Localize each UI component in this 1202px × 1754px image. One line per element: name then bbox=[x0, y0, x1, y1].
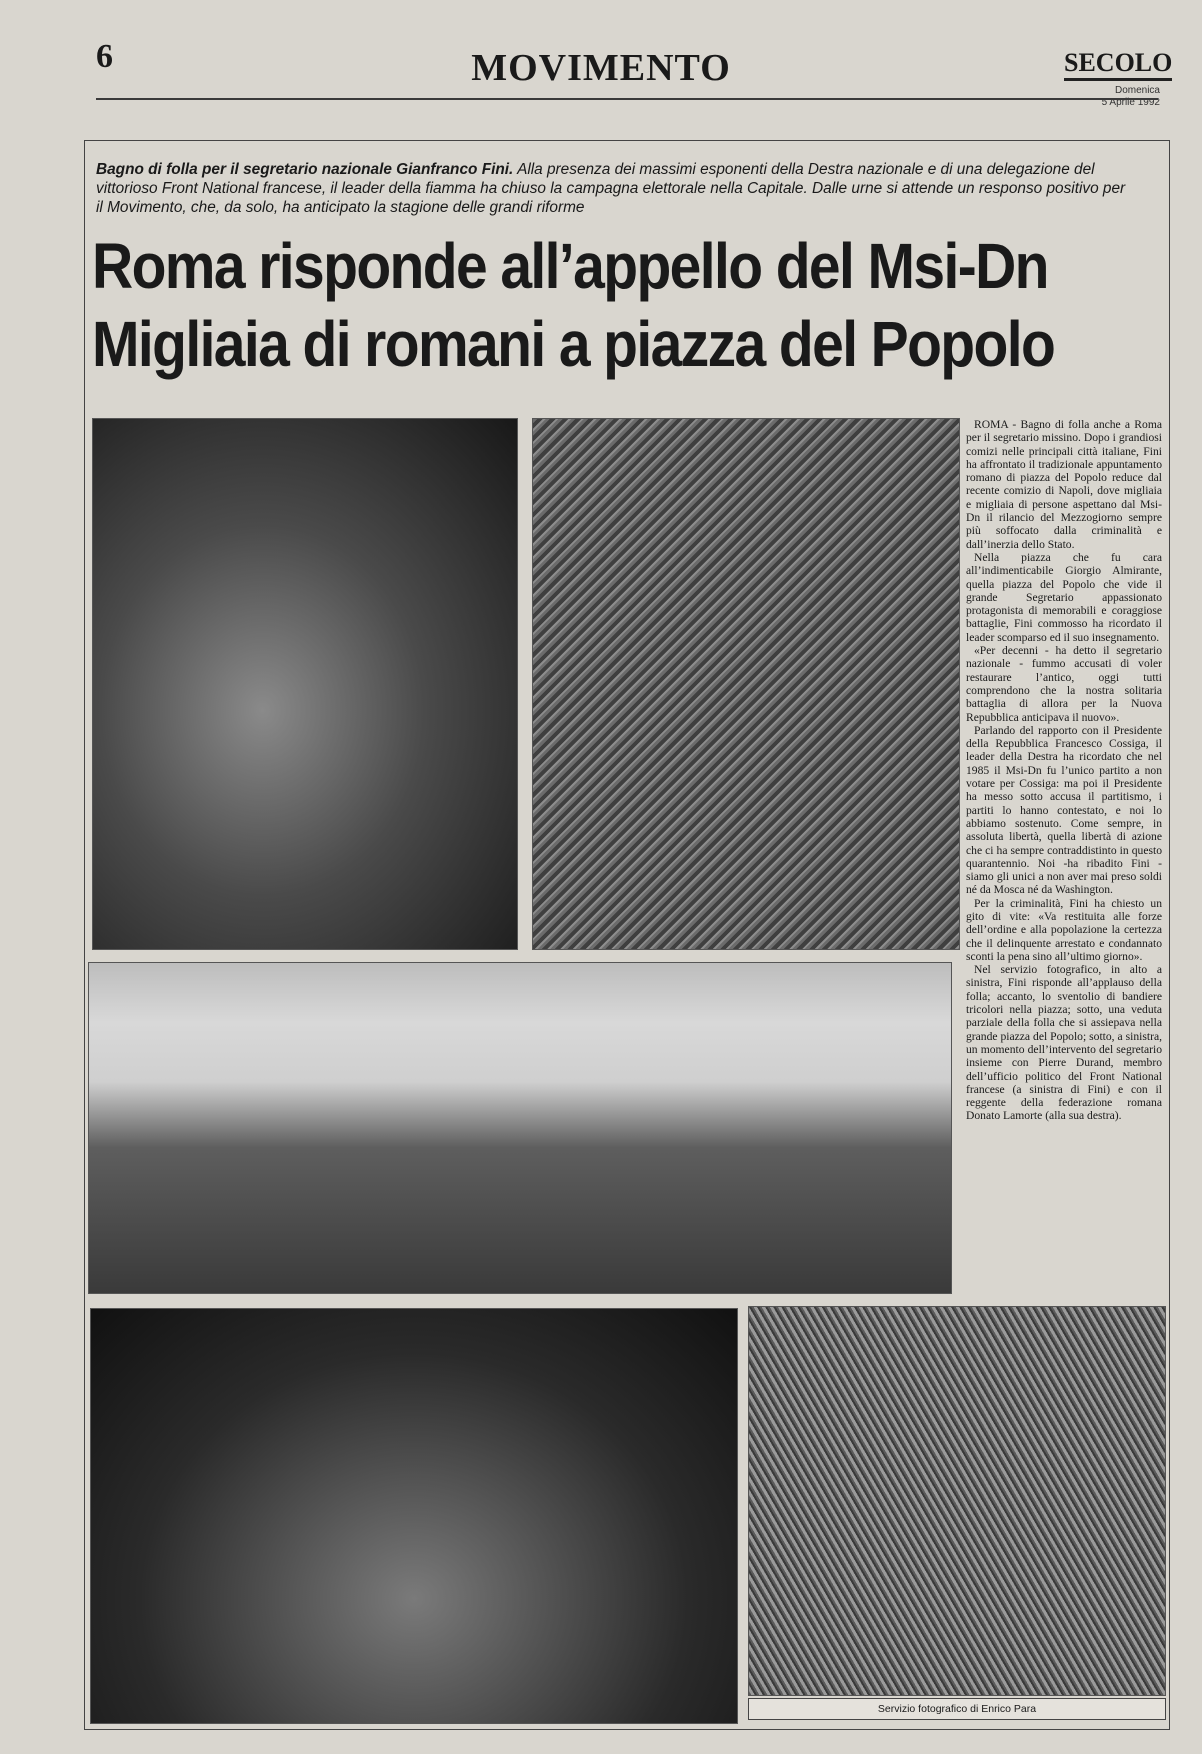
article-paragraph: Parlando del rapporto con il Presidente della Repubblica Francesco Cossiga, il leader della Destra ha ricordato che nel 1985 il Msi-Dn fu l’unico partito a non votare per Cossiga: ma poi il Presidente ha messo sotto accusa il partitismo, i partiti lo hanno contestato, e noi lo abbiamo sostenuto. Come sempre, in assoluta libertà, quella libertà di azione che ci ha sempre contraddistinto in questo quarantennio. Noi -ha ribadito Fini - siamo gli unici a non aver mai preso soldi né da Mosca né da Washington. bbox=[966, 723, 1162, 897]
article-paragraph: ROMA - Bagno di folla anche a Roma per il segretario missino. Dopo i grandiosi comizi nelle principali città italiane, Fini ha affrontato il tradizionale appuntamento romano di piazza del Popolo reduce dal recente comizio di Napoli, dove migliaia e migliaia di persone aspettano dal Msi-Dn il rilancio del Mezzogiorno sempre più soffocato dalla criminalità e dall’inerzia dello Stato. bbox=[966, 418, 1162, 551]
issue-date-weekday: Domenica bbox=[1114, 85, 1160, 96]
masthead-name: SECOLO bbox=[1064, 48, 1172, 81]
article-paragraph: Per la criminalità, Fini ha chiesto un gito di vite: «Va restituita alle forze dell’ordine e alla popolazione la certezza che il delinquente arrestato e condannato sconti la pena sino all’ultimo giorno». bbox=[966, 896, 1162, 963]
photo-flags-crowd bbox=[532, 418, 960, 950]
page-number: 6 bbox=[96, 38, 113, 75]
kicker-text: Alla presenza dei massimi esponenti della Destra nazionale e di una delegazione del vittorioso Front National francese, il leader della fiamma ha chiuso la campagna elettorale nella Capitale. Dalle urne si attende un responso positivo per il Movimento, che, da solo, ha anticipato la stagione delle grandi riforme bbox=[96, 161, 1126, 216]
article-paragraph: «Per decenni - ha detto il segretario nazionale - fummo accusati di voler restaurare l’antico, oggi tutti comprendono che la nostra solitaria battaglia di allora per la Nuova Repubblica anticipava il nuovo». bbox=[966, 644, 1162, 724]
kicker bbox=[96, 160, 1136, 217]
article-body bbox=[966, 418, 1162, 1123]
photo-speakers-stage bbox=[90, 1308, 738, 1724]
section-title: MOVIMENTO bbox=[471, 47, 731, 89]
photo-crowd-closeup bbox=[748, 1306, 1166, 1696]
issue-date bbox=[1064, 85, 1160, 109]
header-rule bbox=[96, 98, 1158, 100]
photo-piazza-panorama bbox=[88, 962, 952, 1294]
article-paragraph: Nel servizio fotografico, in alto a sinistra, Fini risponde all’applauso della folla; accanto, lo sventolio di bandiere tricolori nella piazza; sotto, una veduta parziale della folla che si assiepava nella grande piazza del Popolo; sotto, a sinistra, un momento dell’intervento del segretario insieme con Pierre Durand, membro dell’ufficio politico del Front National francese (a sinistra di Fini) e con il reggente della federazione romana Donato Lamorte (alla sua destra). bbox=[966, 963, 1162, 1123]
article-paragraph: Nella piazza che fu cara all’indimenticabile Giorgio Almirante, quella piazza del Popolo che vide il grande Segretario appassionato protagonista di memorabili e coraggiose battaglie, Fini commosso ha ricordato il leader scomparso ed il suo insegnamento. bbox=[966, 550, 1162, 644]
photo-credit: Servizio fotografico di Enrico Para bbox=[748, 1698, 1166, 1720]
photo-fini-waving bbox=[92, 418, 518, 950]
headline-line-2: Migliaia di romani a piazza del Popolo bbox=[92, 309, 1055, 381]
kicker-lead: Bagno di folla per il segretario nazionale Gianfranco Fini. bbox=[96, 161, 514, 178]
issue-date-day: 5 Aprile 1992 bbox=[1101, 97, 1160, 108]
headline-line-1: Roma risponde all’appello del Msi-Dn bbox=[92, 231, 1048, 303]
